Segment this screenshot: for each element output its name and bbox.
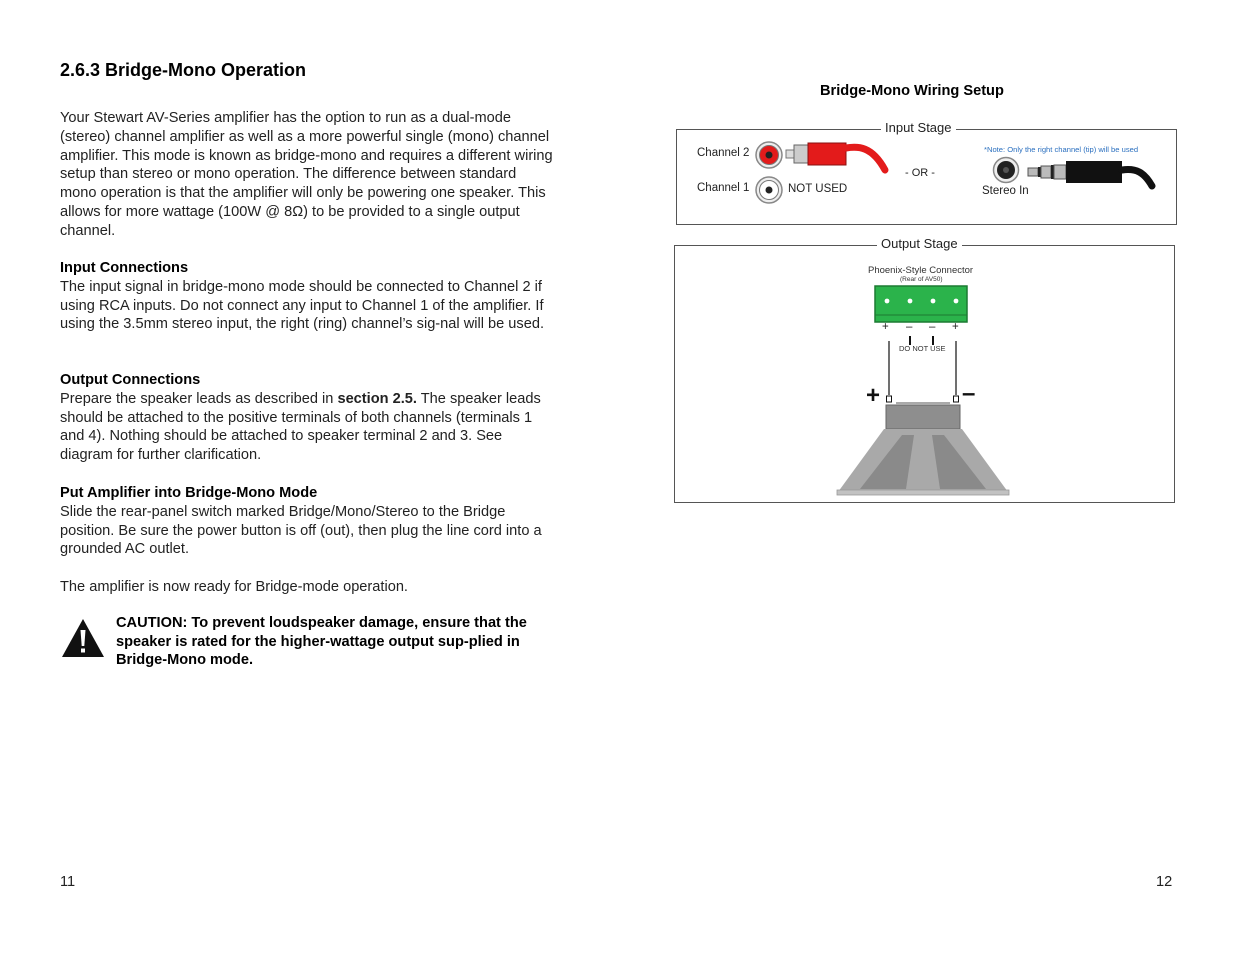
bridge-mode-section <box>60 484 555 559</box>
stereo-jack-icon <box>992 156 1022 186</box>
intro-text: Your Stewart AV-Series amplifier has the option to run as a dual-mode (stereo) channel amplifier as well as a more powerful single (mono) channel amplifier. This mode is known as bridge-mono and requires a different wiring setup than stereo or mono operation. The difference between standard mono operation is that the amplifier will only be powering one speaker. This allows for more wattage (100W @ 8Ω) to be provided to a single output channel. <box>60 110 553 239</box>
terminal-sign-1: + <box>882 321 889 333</box>
channel1-label: Channel 1 <box>697 182 750 194</box>
speaker-plus-sign: + <box>866 382 881 409</box>
bridge-mode-body: Slide the rear-panel switch marked Bridge/Mono/Stereo to the Bridge position. Be sure the power button is off (out), then plug the line cord into a grounded AC outlet. <box>60 503 542 558</box>
caution-text: CAUTION: To prevent loudspeaker damage, ensure that the speaker is rated for the higher-wattage output sup-plied in Bridge-Mono mode. <box>116 615 527 669</box>
connector-sublabel: (Rear of AV50) <box>900 276 943 283</box>
ready-text: The amplifier is now ready for Bridge-mode operation. <box>60 579 408 595</box>
warning-icon <box>61 618 105 658</box>
output-stage-legend: Output Stage <box>877 236 962 251</box>
section-reference-link: section 2.5. <box>337 390 417 407</box>
speaker-minus-sign: – <box>962 380 976 407</box>
section-title: 2.6.3 Bridge-Mono Operation <box>60 60 307 80</box>
output-connections-body <box>60 390 555 465</box>
terminal-sign-4: + <box>952 321 959 333</box>
rca-jack-channel1-icon <box>755 175 785 205</box>
rca-jack-channel2-icon <box>755 140 785 170</box>
terminal-sign-3: – <box>929 321 936 333</box>
phoenix-connector-icon <box>874 285 968 323</box>
do-not-use-label: DO NOT USE <box>899 344 946 353</box>
stereo-plug-icon <box>1028 158 1158 192</box>
or-label: - OR - <box>905 167 935 179</box>
rca-plug-red-icon <box>786 140 886 174</box>
diagram-title: Bridge-Mono Wiring Setup <box>820 83 1004 99</box>
output-body-pre: Prepare the speaker leads as described in <box>60 390 338 407</box>
left-page-number: 11 <box>60 874 76 890</box>
output-connections-section <box>60 371 555 465</box>
input-stage-legend: Input Stage <box>881 120 956 135</box>
input-connections-heading: Input Connections <box>60 260 189 276</box>
input-connections-body: The input signal in bridge-mono mode should be connected to Channel 2 if using RCA inputs. Do not connect any input to Channel 1 of the amplifier. If using the 3.5mm stereo input, the right (ring) channel’s sig-nal will be used. <box>60 278 545 333</box>
output-connections-heading: Output Connections <box>60 372 201 388</box>
channel2-label: Channel 2 <box>697 147 750 159</box>
not-used-label: NOT USED <box>788 183 848 195</box>
stereo-in-label: Stereo In <box>982 185 1029 197</box>
output-body-post: The speaker leads should be attached to the positive terminals of both channels (terminals 1 and 4). Nothing should be attached to speaker terminal 2 and 3. See diagram for further clarification. <box>60 390 541 464</box>
ready-paragraph <box>60 578 555 597</box>
input-connections-section <box>60 259 555 334</box>
right-channel-note: *Note: Only the right channel (tip) will be used <box>984 145 1139 154</box>
right-page-number: 12 <box>1156 874 1173 890</box>
speaker-wiring-icon <box>836 335 1016 500</box>
bridge-mode-heading: Put Amplifier into Bridge-Mono Mode <box>60 485 318 501</box>
intro-paragraph <box>60 109 555 241</box>
terminal-sign-2: – <box>906 321 913 333</box>
connector-label: Phoenix-Style Connector <box>868 265 974 276</box>
